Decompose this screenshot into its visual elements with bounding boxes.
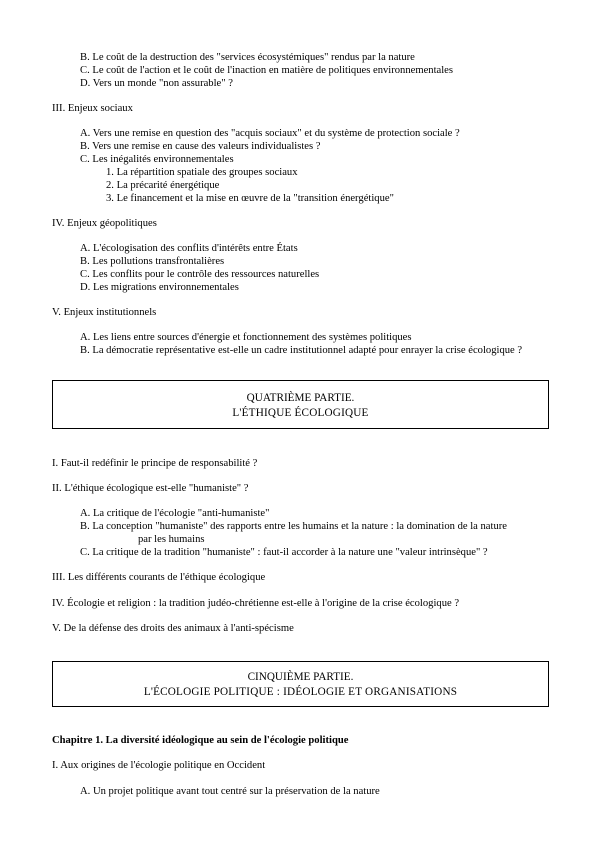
section-heading: I. Faut-il redéfinir le principe de responsabilité ? — [52, 458, 258, 469]
section-heading: IV. Enjeux géopolitiques — [52, 218, 157, 229]
chapter-heading: Chapitre 1. La diversité idéologique au sein de l'écologie politique — [52, 735, 349, 746]
list-item: A. Les liens entre sources d'énergie et fonctionnement des systèmes politiques — [80, 332, 412, 343]
sub-list-item: 2. La précarité énergétique — [106, 180, 220, 191]
list-item: C. La critique de la tradition "humaniste" : faut-il accorder à la nature une "valeur intrinsèque" ? — [80, 547, 488, 558]
list-item: A. Un projet politique avant tout centré sur la préservation de la nature — [80, 786, 380, 797]
part-title: L'ÉTHIQUE ÉCOLOGIQUE — [232, 407, 369, 419]
list-item: C. Les conflits pour le contrôle des ressources naturelles — [80, 269, 320, 280]
list-item: A. L'écologisation des conflits d'intérêts entre États — [80, 243, 298, 254]
section-heading: V. De la défense des droits des animaux à l'anti-spécisme — [52, 623, 294, 634]
list-item: B. Le coût de la destruction des "services écosystémiques" rendus par la nature — [80, 52, 415, 63]
part-number: QUATRIÈME PARTIE. — [246, 392, 355, 404]
section-heading: IV. Écologie et religion : la tradition judéo-chrétienne est-elle à l'origine de la crise écologique ? — [52, 598, 460, 609]
list-item: B. Vers une remise en cause des valeurs individualistes ? — [80, 141, 321, 152]
list-item: D. Vers un monde "non assurable" ? — [80, 78, 233, 89]
list-item: D. Les migrations environnementales — [80, 282, 239, 293]
part-title-box — [52, 661, 549, 707]
list-item: B. La conception "humaniste" des rapports entre les humains et la nature : la domination de la nature — [80, 521, 507, 532]
list-item: B. Les pollutions transfrontalières — [80, 256, 225, 267]
part-title: L'ÉCOLOGIE POLITIQUE : IDÉOLOGIE ET ORGANISATIONS — [143, 686, 458, 698]
section-heading: II. L'éthique écologique est-elle "humaniste" ? — [52, 483, 249, 494]
list-item: A. La critique de l'écologie "anti-humaniste" — [80, 508, 270, 519]
sub-list-item: 1. La répartition spatiale des groupes sociaux — [106, 167, 298, 178]
section-heading: V. Enjeux institutionnels — [52, 307, 157, 318]
list-item-continuation: par les humains — [138, 534, 205, 545]
sub-list-item: 3. Le financement et la mise en œuvre de la "transition énergétique" — [106, 193, 394, 204]
section-heading: III. Enjeux sociaux — [52, 103, 133, 114]
list-item: C. Les inégalités environnementales — [80, 154, 234, 165]
part-number: CINQUIÈME PARTIE. — [247, 671, 354, 683]
list-item: C. Le coût de l'action et le coût de l'inaction en matière de politiques environnementales — [80, 65, 454, 76]
list-item: A. Vers une remise en question des "acquis sociaux" et du système de protection sociale ? — [80, 128, 460, 139]
list-item: B. La démocratie représentative est-elle un cadre institutionnel adapté pour enrayer la crise écologique ? — [80, 345, 523, 356]
section-heading: III. Les différents courants de l'éthique écologique — [52, 572, 266, 583]
section-heading: I. Aux origines de l'écologie politique en Occident — [52, 760, 266, 771]
part-title-box — [52, 380, 549, 429]
